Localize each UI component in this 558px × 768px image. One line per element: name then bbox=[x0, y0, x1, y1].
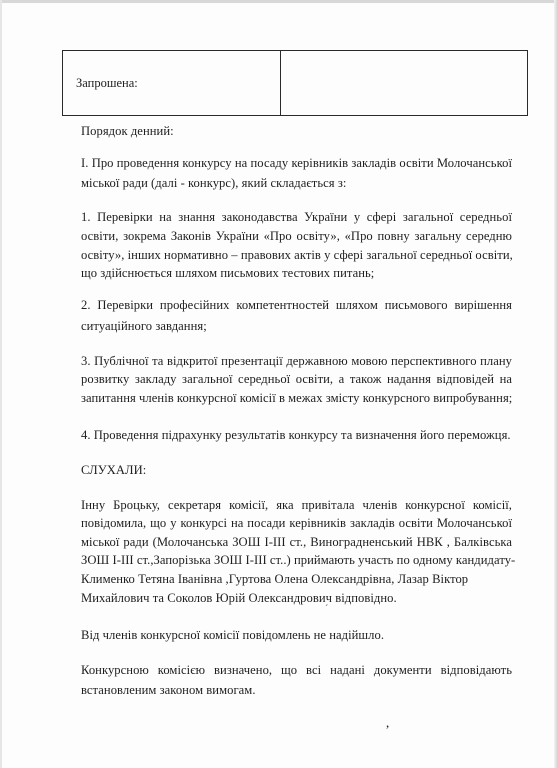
heard-title: СЛУХАЛИ: bbox=[81, 463, 147, 477]
invited-label: Запрошена: bbox=[63, 51, 281, 115]
scan-edge-left bbox=[0, 0, 2, 768]
agenda-item1-line2: міської ради (далі - конкурс), який складається з: bbox=[81, 176, 347, 190]
heard-line6: Михайлович та Соколов Юрій Олександрович відповідно. bbox=[81, 591, 397, 605]
invited-value bbox=[281, 51, 527, 115]
docs-line2: встановленим законом вимогам. bbox=[81, 683, 256, 697]
agenda-p2-line2: ситуаційного завдання; bbox=[81, 319, 207, 333]
agenda-p4-line1: 4. Проведення підрахунку результатів конкурсу та визначення його переможця. bbox=[81, 428, 511, 442]
heard-line3: міської ради (Молочанська ЗОШ І-ІІІ ст., Виноградненський НВК , Балківська bbox=[81, 535, 512, 549]
heard-line2: повідомила, що у конкурсі на посади керівників закладів освіти Молочанської bbox=[81, 516, 512, 530]
agenda-p3-line2: розвитку закладу загальної середньої освіти, а також надання відповідей на bbox=[81, 372, 512, 386]
scan-edge-right bbox=[554, 0, 558, 768]
agenda-p3-line3: запитання членів конкурсної комісії в межах змісту конкурсного випробування; bbox=[81, 391, 513, 405]
heard-line1: Інну Броцьку, секретаря комісії, яка привітала членів конкурсної комісії, bbox=[81, 498, 512, 512]
heard-line5: Клименко Тетяна Іванівна ,Гуртова Олена Олександрівна, Лазар Віктор bbox=[81, 572, 469, 586]
scan-edge-top bbox=[0, 0, 558, 3]
agenda-p2-line1: 2. Перевірки професійних компетентностей шляхом письмового вирішення bbox=[81, 298, 512, 312]
stray-mark: ˊ bbox=[325, 604, 329, 615]
heard-line4: ЗОШ І-ІІІ ст.,Запорізька ЗОШ І-ІІІ ст..) приймають участь по одному кандидату- bbox=[81, 553, 516, 567]
invited-table bbox=[62, 50, 528, 116]
agenda-p1-line1: 1. Перевірки на знання законодавства України у сфері загальної середньої bbox=[81, 210, 512, 224]
agenda-p3-line1: 3. Публічної та відкритої презентації державною мовою перспективного плану bbox=[81, 354, 512, 368]
no-notices-text: Від членів конкурсної комісії повідомлень не надійшло. bbox=[81, 628, 385, 642]
docs-line1: Конкурсною комісією визначено, що всі надані документи відповідають bbox=[81, 663, 512, 677]
agenda-p1-line4: що здійснюється шляхом письмових тестових питань; bbox=[81, 266, 375, 280]
agenda-p1-line3: освіту», інших нормативно – правових актів у сфері загальної середньої освіти, bbox=[81, 248, 513, 262]
scan-speck: , bbox=[386, 715, 390, 730]
agenda-title: Порядок денний: bbox=[81, 124, 174, 138]
agenda-p1-line2: освіти, зокрема Законів України «Про освіту», «Про повну загальну середню bbox=[81, 229, 512, 243]
agenda-item1-line1: І. Про проведення конкурсу на посаду керівників закладів освіти Молочанської bbox=[81, 156, 512, 170]
